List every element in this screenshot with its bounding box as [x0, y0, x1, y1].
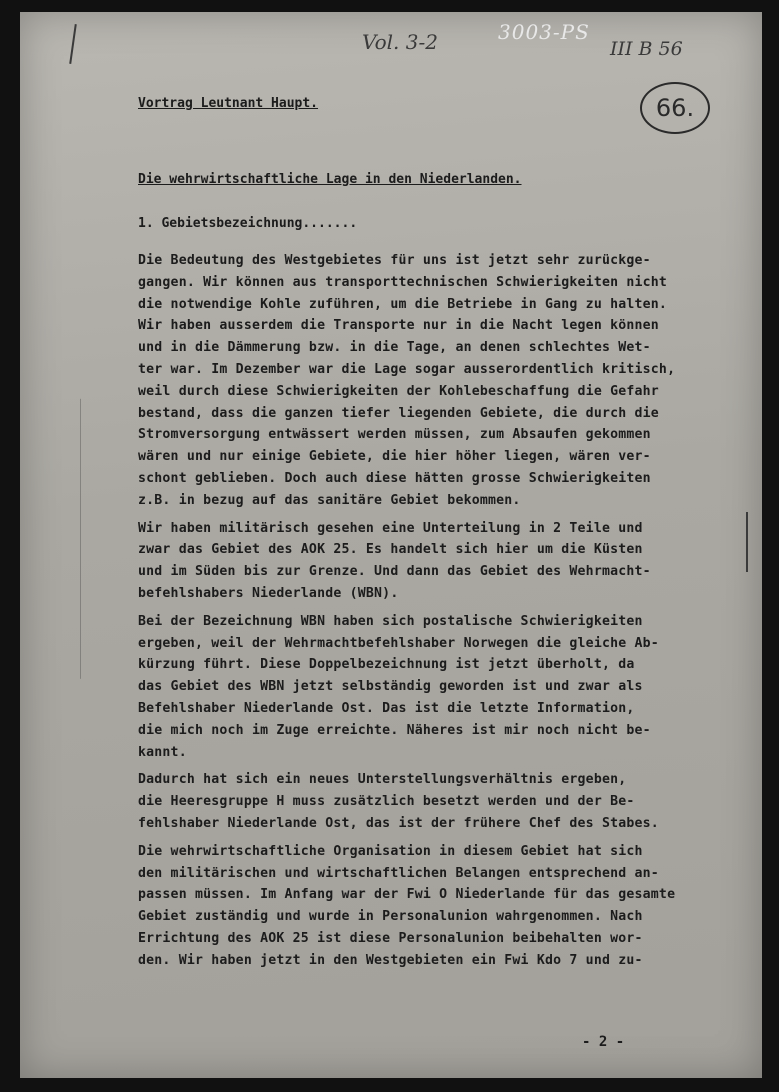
handwritten-archive-code: III B 56	[610, 38, 683, 60]
document-subtitle: Die wehrwirtschaftliche Lage in den Niederlanden.	[138, 172, 522, 187]
handwritten-doc-number: 3003-PS	[498, 20, 590, 44]
paragraph	[138, 769, 748, 834]
text-line: Die Bedeutung des Westgebietes für uns ist jetzt sehr zurückge-	[138, 253, 651, 268]
text-line: den. Wir haben jetzt in den Westgebieten ein Fwi Kdo 7 und zu-	[138, 952, 643, 968]
text-line: die notwendige Kohle zuführen, um die Betriebe in Gang zu halten.	[138, 296, 668, 312]
text-line: Wir haben ausserdem die Transporte nur in die Nacht legen können	[138, 318, 659, 334]
text-line: die mich noch im Zuge erreichte. Näheres ist mir noch nicht be-	[138, 722, 651, 738]
text-line: z.B. in bezug auf das sanitäre Gebiet bekommen.	[138, 492, 521, 508]
text-line: und im Süden bis zur Grenze. Und dann das Gebiet des Wehrmacht-	[138, 564, 651, 580]
text-line: Stromversorgung entwässert werden müssen, zum Absaufen gekommen	[138, 427, 651, 443]
text-line: ter war. Im Dezember war die Lage sogar ausserordentlich kritisch,	[138, 361, 676, 377]
text-line: und in die Dämmerung bzw. in die Tage, an denen schlechtes Wet-	[138, 340, 651, 356]
handwritten-volume-ref: Vol. 3-2	[362, 30, 438, 54]
paragraph	[138, 841, 748, 972]
edge-mark	[746, 512, 748, 572]
page-number: - 2 -	[582, 1034, 625, 1050]
text-line: die Heeresgruppe H muss zusätzlich besetzt werden und der Be-	[138, 794, 635, 810]
paragraph	[138, 250, 748, 512]
text-line: Wir haben militärisch gesehen eine Unterteilung in 2 Teile und	[138, 520, 643, 536]
text-line: den militärischen und wirtschaftlichen Belangen entsprechend an-	[138, 865, 659, 881]
text-line: kürzung führt. Diese Doppelbezeichnung ist jetzt überholt, da	[138, 657, 635, 673]
text-line: kannt.	[138, 744, 187, 760]
paper-fold	[20, 399, 81, 685]
text-line: gangen. Wir können aus transporttechnischen Schwierigkeiten nicht	[138, 274, 668, 290]
section-heading: 1. Gebietsbezeichnung.......	[138, 216, 358, 231]
text-line: Dadurch hat sich ein neues Unterstellungsverhältnis ergeben,	[138, 772, 627, 788]
page-circle-number: 66.	[655, 94, 695, 122]
paragraph	[138, 518, 748, 605]
text-line: weil durch diese Schwierigkeiten der Kohlebeschaffung die Gefahr	[138, 383, 659, 399]
text-line: schont geblieben. Doch auch diese hätten grosse Schwierigkeiten	[138, 470, 651, 486]
document-title: Vortrag Leutnant Haupt.	[138, 96, 319, 111]
text-line: Die wehrwirtschaftliche Organisation in diesem Gebiet hat sich	[138, 843, 643, 859]
page-circle-stamp	[640, 82, 710, 134]
paragraph	[138, 611, 748, 764]
text-line: Gebiet zuständig und wurde in Personalunion wahrgenommen. Nach	[138, 909, 643, 925]
text-line: wären und nur einige Gebiete, die hier höher liegen, wären ver-	[138, 449, 651, 465]
text-line: bestand, dass die ganzen tiefer liegenden Gebiete, die durch die	[138, 405, 659, 421]
text-line: fehlshaber Niederlande Ost, das ist der frühere Chef des Stabes.	[138, 815, 659, 831]
text-line: Bei der Bezeichnung WBN haben sich postalische Schwierigkeiten	[138, 613, 643, 629]
text-line: befehlshabers Niederlande (WBN).	[138, 585, 399, 601]
text-line: das Gebiet des WBN jetzt selbständig geworden ist und zwar als	[138, 679, 643, 695]
pen-mark	[69, 24, 77, 64]
text-line: Errichtung des AOK 25 ist diese Personalunion beibehalten wor-	[138, 930, 643, 946]
text-line: Befehlshaber Niederlande Ost. Das ist die letzte Information,	[138, 700, 635, 716]
text-line: zwar das Gebiet des AOK 25. Es handelt sich hier um die Küsten	[138, 542, 643, 558]
document-page	[20, 12, 762, 1078]
text-line: ergeben, weil der Wehrmachtbefehlshaber Norwegen die gleiche Ab-	[138, 635, 659, 651]
text-line: passen müssen. Im Anfang war der Fwi O Niederlande für das gesamte	[138, 887, 676, 903]
body-text	[138, 250, 748, 978]
